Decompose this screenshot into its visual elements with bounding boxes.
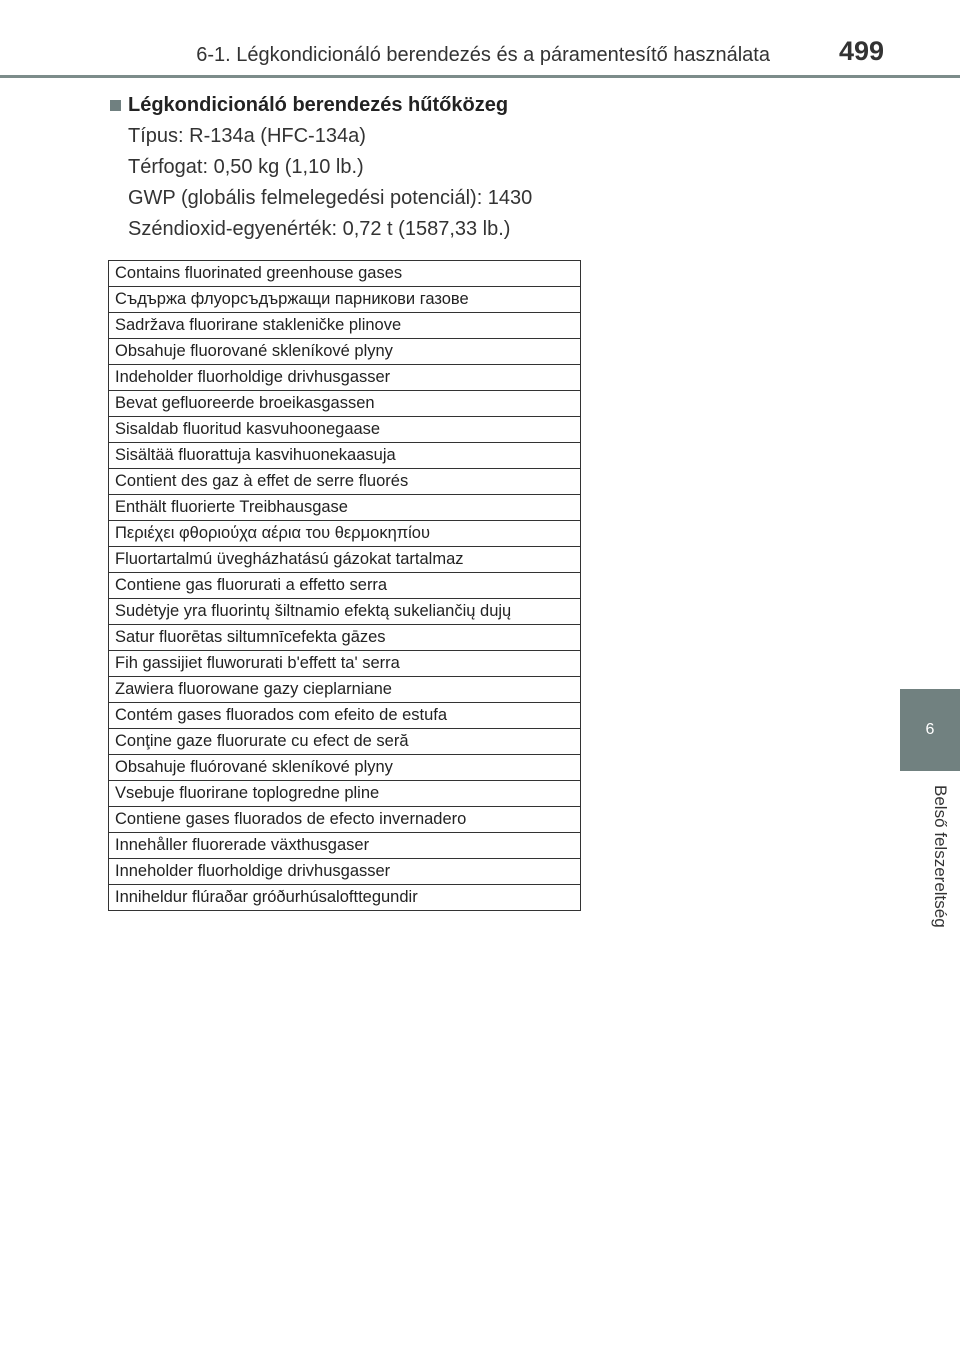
table-row [109,859,581,885]
table-row [109,833,581,859]
table-cell: Sisaldab fluoritud kasvuhoonegaase [109,417,581,443]
table-cell: Contient des gaz à effet de serre fluorés [109,469,581,495]
table-cell: Inniheldur flúraðar gróðurhúsalofttegundir [109,885,581,911]
table-row [109,521,581,547]
section-heading [110,92,850,118]
table-cell: Fih gassijiet fluworurati b'effett ta' serra [109,651,581,677]
table-row [109,495,581,521]
table-row [109,469,581,495]
refrigerant-co2-equivalent: Széndioxid-egyenérték: 0,72 t (1587,33 lb.) [128,218,511,240]
table-cell: Vsebuje fluorirane toplogredne pline [109,781,581,807]
table-cell: Sadržava fluorirane stakleničke plinove [109,313,581,339]
table-cell: Contiene gas fluorurati a effetto serra [109,573,581,599]
chapter-number: 6 [925,721,935,738]
refrigerant-volume: Térfogat: 0,50 kg (1,10 lb.) [128,156,364,178]
table-cell: Περιέχει φθοριούχα αέρια του θερμοκηπίου [109,521,581,547]
table-cell: Conţine gaze fluorurate cu efect de seră [109,729,581,755]
page-header [0,0,960,80]
table-cell: Bevat gefluoreerde broeikasgassen [109,391,581,417]
header-rule [0,75,960,78]
refrigerant-gwp: GWP (globális felmelegedési potenciál): 1430 [128,187,533,209]
table-row [109,573,581,599]
page-number: 499 [838,36,884,66]
table-cell: Contains fluorinated greenhouse gases [109,261,581,287]
table-cell: Enthält fluorierte Treibhausgase [109,495,581,521]
table-row [109,755,581,781]
table-row [109,599,581,625]
table-row [109,391,581,417]
table-cell: Inneholder fluorholdige drivhusgasser [109,859,581,885]
chapter-tab [900,689,960,771]
fluorinated-gas-label-table [108,260,581,911]
table-row [109,677,581,703]
table-row [109,781,581,807]
table-row [109,625,581,651]
table-row [109,313,581,339]
table-cell: Obsahuje fluórované skleníkové plyny [109,755,581,781]
table-row [109,807,581,833]
table-cell: Sudėtyje yra fluorintų šiltnamio efektą sukeliančių dujų [109,599,581,625]
table-cell: Contiene gases fluorados de efecto invernadero [109,807,581,833]
table-cell: Contém gases fluorados com efeito de estufa [109,703,581,729]
section-heading-text: Légkondicionáló berendezés hűtőközeg [128,93,509,116]
table-row [109,417,581,443]
table-cell: Sisältää fluorattuja kasvihuonekaasuja [109,443,581,469]
table-cell: Obsahuje fluorované skleníkové plyny [109,339,581,365]
table-cell: Fluortartalmú üvegházhatású gázokat tartalmaz [109,547,581,573]
table-row [109,885,581,911]
header-title: 6-1. Légkondicionáló berendezés és a páramentesítő használata [196,44,770,66]
table-cell: Съдържа флуорсъдържащи парникови газове [109,287,581,313]
table-row [109,339,581,365]
table-row [109,261,581,287]
refrigerant-section [110,92,850,242]
square-bullet-icon [110,100,121,111]
refrigerant-type: Típus: R-134a (HFC-134a) [128,125,366,147]
table-row [109,547,581,573]
table-row [109,729,581,755]
table-row [109,651,581,677]
table-cell: Innehåller fluorerade växthusgaser [109,833,581,859]
table-row [109,287,581,313]
table-cell: Indeholder fluorholdige drivhusgasser [109,365,581,391]
table-row [109,703,581,729]
table-cell: Zawiera fluorowane gazy cieplarniane [109,677,581,703]
chapter-label: Belső felszereltség [931,785,950,928]
table-row [109,443,581,469]
table-row [109,365,581,391]
table-cell: Satur fluorētas siltumnīcefekta gāzes [109,625,581,651]
